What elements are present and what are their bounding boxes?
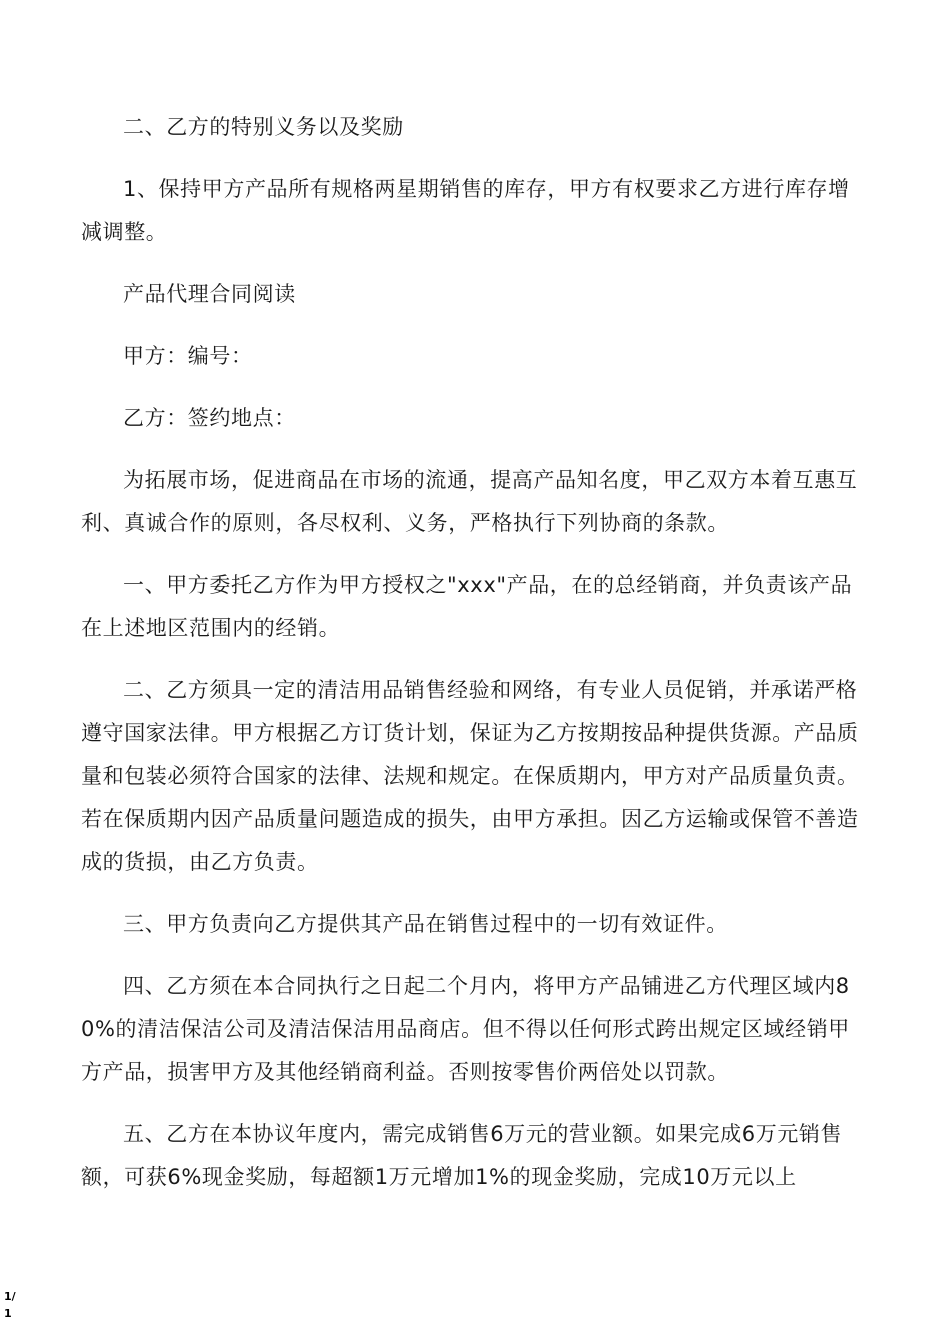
clause-one: 一、甲方委托乙方作为甲方授权之"xxx"产品，在的总经销商，并负责该产品在上述地区范围内的经销。 — [81, 573, 853, 640]
party-a-line: 甲方：编号： — [123, 344, 253, 368]
page-number: 1/1 — [4, 1290, 16, 1320]
clause-three: 三、甲方负责向乙方提供其产品在销售过程中的一切有效证件。 — [123, 912, 728, 936]
clause-four: 四、乙方须在本合同执行之日起二个月内，将甲方产品铺进乙方代理区域内80%的清洁保洁公司及清洁保洁用品商店。但不得以任何形式跨出规定区域经销甲方产品，损害甲方及其他经销商利益。否则按零售价两倍处以罚款。 — [81, 974, 850, 1084]
contract-title: 产品代理合同阅读 — [123, 282, 296, 306]
clause-five: 五、乙方在本协议年度内，需完成销售6万元的营业额。如果完成6万元销售额，可获6%现金奖励，每超额1万元增加1%的现金奖励，完成10万元以上 — [81, 1122, 843, 1189]
document-body — [81, 106, 871, 1218]
section-heading-obligations: 二、乙方的特别义务以及奖励 — [123, 115, 404, 139]
clause-inventory: 1、保持甲方产品所有规格两星期销售的库存，甲方有权要求乙方进行库存增减调整。 — [81, 177, 850, 244]
preamble-paragraph: 为拓展市场，促进商品在市场的流通，提高产品知名度，甲乙双方本着互惠互利、真诚合作的原则，各尽权利、义务，严格执行下列协商的条款。 — [81, 468, 858, 535]
clause-two: 二、乙方须具一定的清洁用品销售经验和网络，有专业人员促销，并承诺严格遵守国家法律。甲方根据乙方订货计划，保证为乙方按期按品种提供货源。产品质量和包装必须符合国家的法律、法规和规定。在保质期内，甲方对产品质量负责。若在保质期内因产品质量问题造成的损失，由甲方承担。因乙方运输或保管不善造成的货损，由乙方负责。 — [81, 678, 859, 874]
party-b-line: 乙方：签约地点： — [123, 406, 296, 430]
